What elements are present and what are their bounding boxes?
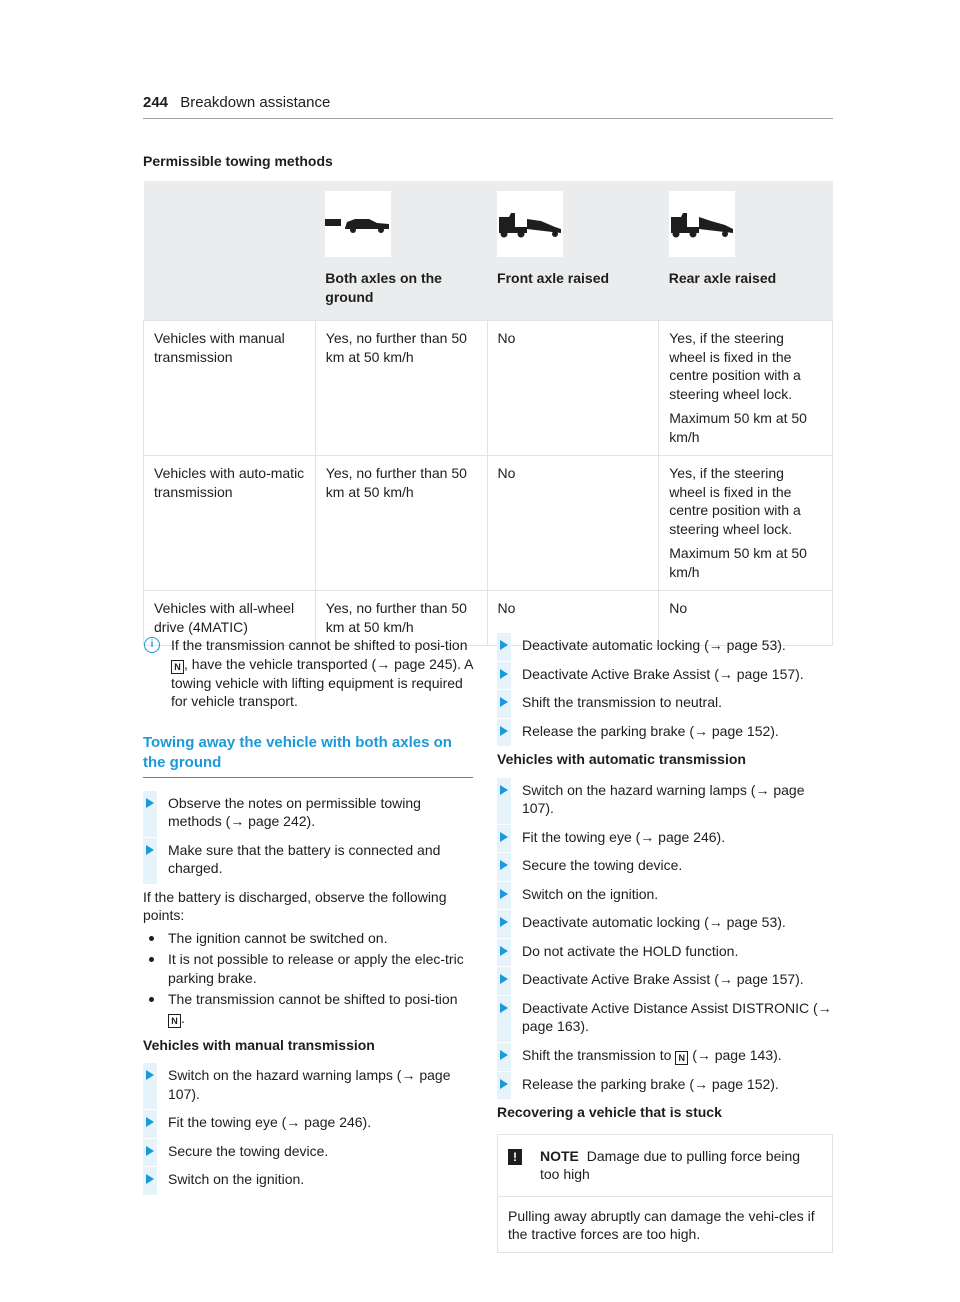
cell-front	[487, 321, 659, 456]
step-item: Shift the transmission to neutral.	[497, 693, 833, 712]
step-arrow-icon	[500, 917, 508, 927]
step-item: Deactivate Active Distance Assist DISTRONIC (→ page 163).	[497, 999, 833, 1036]
step-item: Switch on the ignition.	[497, 885, 833, 904]
step-item: Do not activate the HOLD function.	[497, 942, 833, 961]
step-item: Fit the towing eye (→ page 246).	[497, 828, 833, 847]
step-arrow-icon	[500, 832, 508, 842]
bullet-dot-icon	[149, 936, 154, 941]
step-arrow-icon	[146, 1070, 154, 1080]
notice-label: NOTE	[540, 1147, 579, 1164]
cell-text: Yes, no further than 50 km at 50 km/h	[325, 330, 467, 365]
step-arrow-icon	[500, 946, 508, 956]
auto-heading: Vehicles with automatic transmission	[497, 751, 746, 767]
cell-text: Yes, no further than 50 km at 50 km/h	[325, 465, 467, 500]
step-item: Deactivate Active Brake Assist (→ page 157).	[497, 665, 833, 684]
step-arrow-icon	[146, 845, 154, 855]
table-corner	[144, 181, 316, 321]
step-item: Secure the towing device.	[143, 1142, 473, 1161]
cell-rear	[659, 456, 833, 591]
tow-truck-front-raised-icon	[497, 191, 563, 257]
section-name: Breakdown assistance	[180, 94, 331, 111]
step-arrow-icon	[500, 697, 508, 707]
step-item: Secure the towing device.	[497, 856, 833, 875]
step-arrow-icon	[500, 1079, 508, 1089]
bullet-dot-icon	[149, 957, 154, 962]
step-arrow-icon	[500, 640, 508, 650]
cell-text: Yes, if the steering wheel is fixed in the centre position with a steering wheel lock.	[669, 330, 801, 402]
towing-heading: Towing away the vehicle with both axles on the ground	[143, 733, 473, 778]
cell-text: Maximum 50 km at 50 km/h	[669, 545, 807, 580]
info-icon: i	[144, 637, 160, 653]
bullet-item: The ignition cannot be switched on.	[143, 929, 473, 948]
step-item: Deactivate automatic locking (→ page 53).	[497, 636, 833, 655]
column-rear-raised	[659, 181, 833, 321]
row-label: Vehicles with all-wheel drive (4MATIC)	[144, 591, 316, 646]
cell-text: Yes, if the steering wheel is fixed in the centre position with a steering wheel lock.	[669, 465, 801, 537]
page-number: 244	[143, 94, 169, 111]
cell-text: Maximum 50 km at 50 km/h	[669, 410, 807, 445]
bullet-item: It is not possible to release or apply the elec-tric parking brake.	[143, 950, 473, 987]
row-label: Vehicles with manual transmission	[144, 321, 316, 456]
step-arrow-icon	[500, 974, 508, 984]
step-item: Shift the transmission to N (→ page 143).	[497, 1046, 833, 1065]
row-label: Vehicles with auto-matic transmission	[144, 456, 316, 591]
bullet-dot-icon	[149, 997, 154, 1002]
notice-header	[498, 1135, 832, 1197]
step-arrow-icon	[146, 798, 154, 808]
cell-text: No	[669, 600, 688, 616]
step-arrow-icon	[146, 1117, 154, 1127]
table-header-row	[144, 181, 833, 321]
notice-body: Pulling away abruptly can damage the vehi-cles if the tractive forces are too high.	[508, 1207, 815, 1242]
step-item: Release the parking brake (→ page 152).	[497, 1075, 833, 1094]
table-row	[144, 456, 833, 591]
warning-icon: !	[508, 1149, 522, 1165]
cell-text: No	[497, 600, 516, 616]
step-arrow-icon	[500, 726, 508, 736]
step-item: Deactivate Active Brake Assist (→ page 157).	[497, 970, 833, 989]
cell-text: No	[497, 465, 516, 481]
step-item: Switch on the hazard warning lamps (→ page 107).	[497, 781, 833, 818]
tow-truck-rear-raised-icon	[669, 191, 735, 257]
table-row	[144, 321, 833, 456]
cell-text: No	[497, 330, 516, 346]
step-item: Deactivate automatic locking (→ page 53).	[497, 913, 833, 932]
step-arrow-icon	[500, 1050, 508, 1060]
step-item: Observe the notes on permissible towing methods (→ page 242).	[143, 794, 473, 831]
cell-both	[315, 456, 487, 591]
column-label: Both axles on the ground	[325, 270, 442, 305]
right-column	[497, 636, 833, 1253]
cell-rear	[659, 321, 833, 456]
info-note: i If the transmission cannot be shifted to posi-tion N , have the vehicle transported (→ page 245). A towing vehicle with lifting equipment is required for vehicle transport.	[143, 636, 473, 711]
column-label: Front axle raised	[497, 270, 610, 286]
notice-title: Damage due to pulling force being too high	[540, 1147, 801, 1182]
cell-both	[315, 321, 487, 456]
bullet-item: The transmission cannot be shifted to posi-tion N .	[143, 990, 473, 1028]
gear-n-icon: N	[675, 1051, 688, 1065]
step-arrow-icon	[500, 1003, 508, 1013]
page-header	[143, 94, 833, 119]
step-item: Fit the towing eye (→ page 246).	[143, 1113, 473, 1132]
step-arrow-icon	[500, 785, 508, 795]
step-arrow-icon	[146, 1174, 154, 1184]
car-flat-icon	[325, 191, 391, 257]
gear-n-icon: N	[171, 660, 184, 674]
stuck-heading: Recovering a vehicle that is stuck	[497, 1104, 722, 1120]
battery-text: If the battery is discharged, observe the following points:	[143, 888, 447, 923]
notice-box	[497, 1134, 833, 1253]
step-item: Switch on the ignition.	[143, 1170, 473, 1189]
column-both-axles	[315, 181, 487, 321]
step-arrow-icon	[500, 889, 508, 899]
left-column	[143, 636, 473, 1199]
step-arrow-icon	[500, 669, 508, 679]
step-item: Make sure that the battery is connected and charged.	[143, 841, 473, 878]
cell-front	[487, 456, 659, 591]
manual-heading: Vehicles with manual transmission	[143, 1036, 375, 1053]
cell-text: Yes, no further than 50 km at 50 km/h	[325, 600, 467, 635]
step-item: Switch on the hazard warning lamps (→ page 107).	[143, 1066, 473, 1103]
column-front-raised	[487, 181, 659, 321]
step-arrow-icon	[146, 1146, 154, 1156]
towing-methods-table	[143, 181, 833, 646]
section-title: Permissible towing methods	[143, 153, 333, 169]
column-label: Rear axle raised	[668, 270, 777, 286]
step-item: Release the parking brake (→ page 152).	[497, 722, 833, 741]
gear-n-icon: N	[168, 1014, 181, 1028]
step-arrow-icon	[500, 860, 508, 870]
